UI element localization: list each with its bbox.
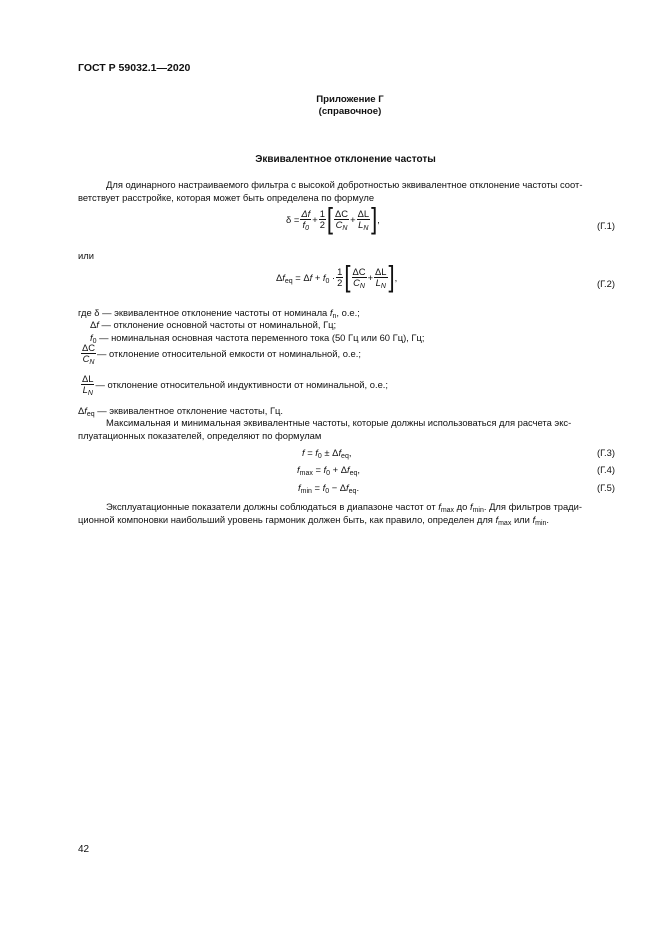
formula-g2: $\Delta f_{eq} = \Delta f + f_0$ · 1 2 [ ΔC $C_N$ + $\frac{\Delta L}{L_N}$ ] , xyxy=(276,259,398,294)
intro-line-1: Для одинарного настраиваемого фильтра с высокой добротностью эквивалентное отклонение частоты соот- xyxy=(106,179,583,190)
or-word: или xyxy=(78,250,94,261)
where-delta: где δ — эквивалентное отклонение частоты от номинала $f_n$, о.е.; xyxy=(78,307,360,320)
where-dl: ΔL $L_N$ — отклонение относительной индуктивности от номинальной, о.е.; xyxy=(82,373,388,397)
formula-g5: $f_{min} = f_0 - \Delta f_{eq}$. xyxy=(298,482,360,495)
para2-line-1: Максимальная и минимальная эквивалентные частоты, которые должны использоваться для расчета экс- xyxy=(106,417,572,428)
where-f0: $f_0$ — номинальная основная частота переменного тока (50 Гц или 60 Гц), Гц; xyxy=(90,332,425,345)
document-header: ГОСТ Р 59032.1—2020 xyxy=(78,62,191,74)
formula-g1: δ = $\frac{\Delta f}{f_0}$ + $\frac{1}{2}$ [ ΔC $C_N$ + $\frac{\Delta L}{L_N}$ ] , xyxy=(286,201,380,236)
para3-line-2: ционной компоновки наибольший уровень гармоник должен быть, как правило, определен для $f_{max}$ или $f_{min}$. xyxy=(78,514,549,527)
where-dfeq: $\Delta f_{eq}$ — эквивалентное отклонение частоты, Гц. xyxy=(78,405,284,418)
appendix-title: Приложение Г xyxy=(316,94,384,105)
appendix-note: (справочное) xyxy=(318,106,382,117)
equation-number-g5: (Г.5) xyxy=(597,482,615,493)
where-dc: ΔC $C_N$ — отклонение относительной емкости от номинальной, о.е.; xyxy=(82,342,361,366)
formula-g4: $f_{max} = f_0 + \Delta f_{eq}$, xyxy=(297,464,361,477)
intro-line-2: ветствует расстройке, которая может быть определена по формуле xyxy=(78,192,375,203)
para3-line-1: Эксплуатационные показатели должны соблюдаться в диапазоне частот от $f_{max}$ до $f_{min}$. Для фильтров тради- xyxy=(106,501,582,514)
formula-g3: $f = f_0 \pm \Delta f_{eq}$, xyxy=(302,447,352,460)
equation-number-g1: (Г.1) xyxy=(597,220,615,231)
equation-number-g3: (Г.3) xyxy=(597,447,615,458)
where-df: Δf — отклонение основной частоты от номинальной, Гц; xyxy=(90,319,337,330)
section-heading: Эквивалентное отклонение частоты xyxy=(255,154,436,165)
equation-number-g2: (Г.2) xyxy=(597,278,615,289)
equation-number-g4: (Г.4) xyxy=(597,464,615,475)
page-number: 42 xyxy=(78,844,90,855)
para2-line-2: плуатационных показателей, определяют по формулам xyxy=(78,430,322,441)
